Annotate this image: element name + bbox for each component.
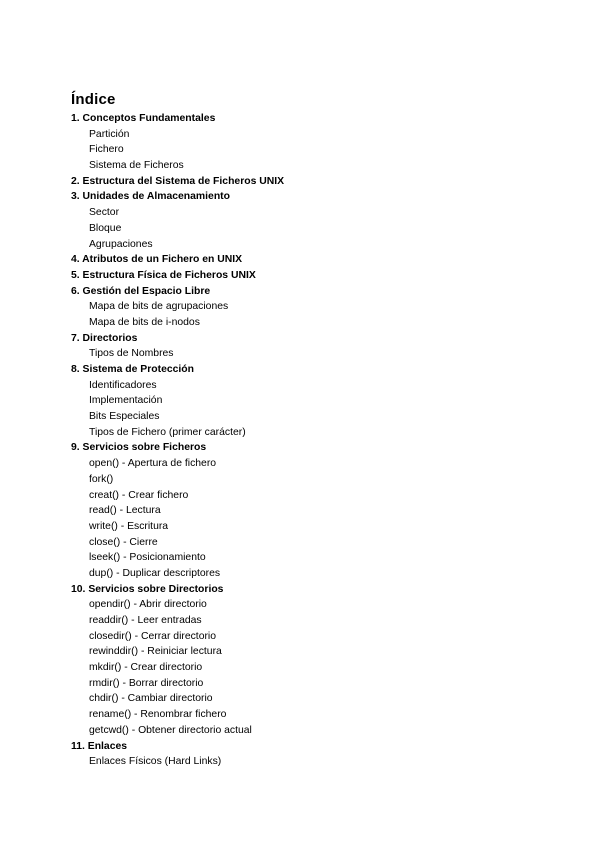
toc-section-heading: 2. Estructura del Sistema de Ficheros UNIX <box>71 175 285 187</box>
toc-subsection-item: close() - Cierre <box>89 536 158 548</box>
toc-subsection-item: Partición <box>89 128 130 140</box>
toc-section-heading: 1. Conceptos Fundamentales <box>71 113 216 124</box>
toc-subsection-item: fork() <box>89 473 114 485</box>
toc-subsection-item: Mapa de bits de i-nodos <box>89 316 200 328</box>
toc-subsection-item: mkdir() - Crear directorio <box>89 662 203 674</box>
toc-subsection-item: Tipos de Fichero (primer carácter) <box>89 426 246 438</box>
toc-subsection-item: rewinddir() - Reiniciar lectura <box>89 646 222 658</box>
toc-section-heading: 6. Gestión del Espacio Libre <box>71 285 211 297</box>
toc-section-heading: 5. Estructura Física de Ficheros UNIX <box>71 269 256 281</box>
toc-subsection-item: Bloque <box>89 222 122 234</box>
toc-subsection-item: dup() - Duplicar descriptores <box>89 567 221 579</box>
toc-section-heading: 8. Sistema de Protección <box>71 364 195 375</box>
toc-subsection-item: Mapa de bits de agrupaciones <box>89 301 229 313</box>
toc-subsection-item: Agrupaciones <box>89 238 153 250</box>
toc-section-heading: 4. Atributos de un Fichero en UNIX <box>71 254 243 266</box>
toc-section-heading: 9. Servicios sobre Ficheros <box>71 442 207 454</box>
toc-subsection-item: Fichero <box>89 144 124 156</box>
toc-subsection-item: rmdir() - Borrar directorio <box>89 677 204 689</box>
toc-subsection-item: Bits Especiales <box>89 411 160 423</box>
toc-subsection-item: Tipos de Nombres <box>89 348 174 360</box>
toc-subsection-item: read() - Lectura <box>89 505 161 517</box>
toc-subsection-item: Enlaces Físicos (Hard Links) <box>89 756 222 768</box>
toc-section-heading: 10. Servicios sobre Directorios <box>71 583 224 595</box>
toc-subsection-item: chdir() - Cambiar directorio <box>89 693 213 705</box>
toc-subsection-item: getcwd() - Obtener directorio actual <box>89 724 252 736</box>
toc-subsection-item: write() - Escritura <box>89 520 169 532</box>
page-title: Índice <box>71 91 116 108</box>
toc-subsection-item: Sistema de Ficheros <box>89 160 184 172</box>
toc-subsection-item: Identificadores <box>89 379 157 391</box>
toc-section-heading: 11. Enlaces <box>71 740 128 752</box>
toc-subsection-item: open() - Apertura de fichero <box>89 458 217 470</box>
toc-subsection-item: closedir() - Cerrar directorio <box>89 630 217 642</box>
toc-subsection-item: opendir() - Abrir directorio <box>89 599 207 611</box>
toc-subsection-item: Implementación <box>89 395 163 407</box>
toc-section-heading: 3. Unidades de Almacenamiento <box>71 191 230 203</box>
table-of-contents <box>71 111 284 770</box>
toc-subsection-item: Sector <box>89 207 120 219</box>
toc-subsection-item: creat() - Crear fichero <box>89 489 189 501</box>
toc-subsection-item: lseek() - Posicionamiento <box>89 552 206 564</box>
toc-subsection-item: readdir() - Leer entradas <box>89 615 202 626</box>
toc-section-heading: 7. Directorios <box>71 332 138 344</box>
toc-subsection-item: rename() - Renombrar fichero <box>89 709 227 721</box>
